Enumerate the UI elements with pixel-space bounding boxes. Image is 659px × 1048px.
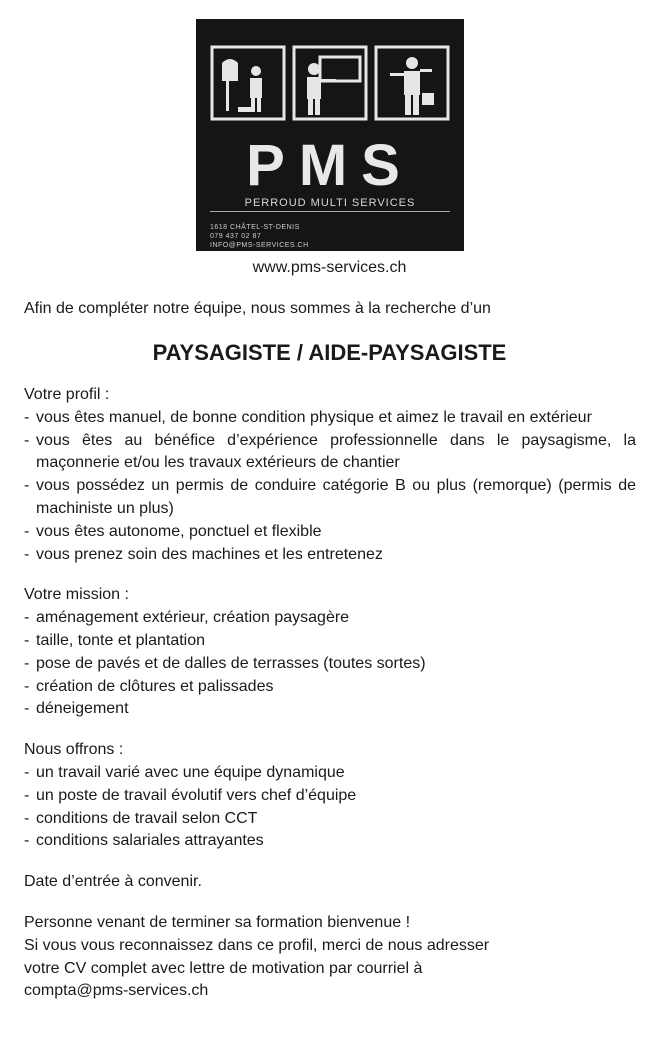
list-item-text: un travail varié avec une équipe dynamique [36,763,345,781]
company-logo [196,19,464,251]
worker-pictograms-icon [210,43,450,123]
list-item: - déneigement [24,700,129,718]
list-item: - pose de pavés et de dalles de terrasses (toutes sortes) [24,654,426,672]
list-item-text: vous possédez un permis de conduire catégorie B ou plus (remorque) (permis de machiniste un plus) [36,477,636,517]
list-item-text: conditions de travail selon CCT [36,809,258,827]
mission-list [24,607,636,721]
list-item-text: vous êtes autonome, ponctuel et flexible [36,522,322,540]
closing-welcome: Personne venant de terminer sa formation bienvenue ! [24,913,411,931]
list-item-text: conditions salariales attrayantes [36,832,264,850]
list-item: - taille, tonte et plantation [24,631,206,649]
list-item: - création de clôtures et palissades [24,677,274,695]
offer-section [24,739,636,853]
list-item: - vous prenez soin des machines et les entretenez [24,545,383,563]
list-item: - vous êtes au bénéfice d’expérience professionnelle dans le paysagisme, la maçonnerie et/ou les travaux extérieurs de chantier [24,431,636,472]
intro-text: Afin de compléter notre équipe, nous sommes à la recherche d’un [24,300,491,317]
list-item: - aménagement extérieur, création paysagère [24,609,350,627]
offer-heading: Nous offrons : [24,741,124,759]
list-item-text: aménagement extérieur, création paysagère [36,609,350,627]
closing-block [24,912,636,1003]
job-title: PAYSAGISTE / AIDE-PAYSAGISTE [152,340,507,365]
list-item: - vous êtes manuel, de bonne condition physique et aimez le travail en extérieur [24,408,592,426]
mission-heading: Votre mission : [24,586,129,604]
list-item-text: taille, tonte et plantation [36,631,206,649]
list-item-text: déneigement [36,700,129,718]
logo-address [210,223,309,250]
list-item: - vous êtes autonome, ponctuel et flexible [24,522,322,540]
list-item: - conditions salariales attrayantes [24,832,264,850]
list-item-text: vous êtes manuel, de bonne condition physique et aimez le travail en extérieur [36,408,592,426]
list-item: - un poste de travail évolutif vers chef d’équipe [24,786,357,804]
closing-line: Si vous vous reconnaissez dans ce profil, merci de nous adresser [24,936,490,954]
list-item: - un travail varié avec une équipe dynamique [24,763,345,781]
profile-list [24,407,636,567]
website-link[interactable]: www.pms-services.ch [252,259,407,276]
logo-divider [210,211,450,212]
profile-heading: Votre profil : [24,386,110,403]
logo-phone-line: 079 437 02 87 [210,233,262,240]
list-item-text: création de clôtures et palissades [36,677,274,695]
closing-line: votre CV complet avec lettre de motivation par courriel à [24,959,423,977]
list-item: - conditions de travail selon CCT [24,809,258,827]
list-item-text: vous prenez soin des machines et les entretenez [36,545,383,563]
mission-section [24,584,636,721]
ad-body [24,384,636,1021]
logo-company-name: PERROUD MULTI SERVICES [244,197,416,209]
list-item-text: vous êtes au bénéfice d’expérience professionnelle dans le paysagisme, la maçonnerie et/ou les travaux extérieurs de chantier [36,431,636,472]
logo-address-line: 1618 CHÂTEL-ST-DENIS [210,224,300,231]
list-item-text: pose de pavés et de dalles de terrasses (toutes sortes) [36,654,426,672]
list-item-text: un poste de travail évolutif vers chef d’équipe [36,786,357,804]
list-item: - vous possédez un permis de conduire catégorie B ou plus (remorque) (permis de machiniste un plus) [24,477,636,517]
logo-brand: PMS [246,133,414,198]
start-date: Date d’entrée à convenir. [24,873,202,891]
contact-email-link[interactable]: compta@pms-services.ch [24,982,209,1000]
profile-section [24,384,636,566]
logo-email-line: INFO@PMS-SERVICES.CH [210,242,309,249]
offer-list [24,762,636,853]
